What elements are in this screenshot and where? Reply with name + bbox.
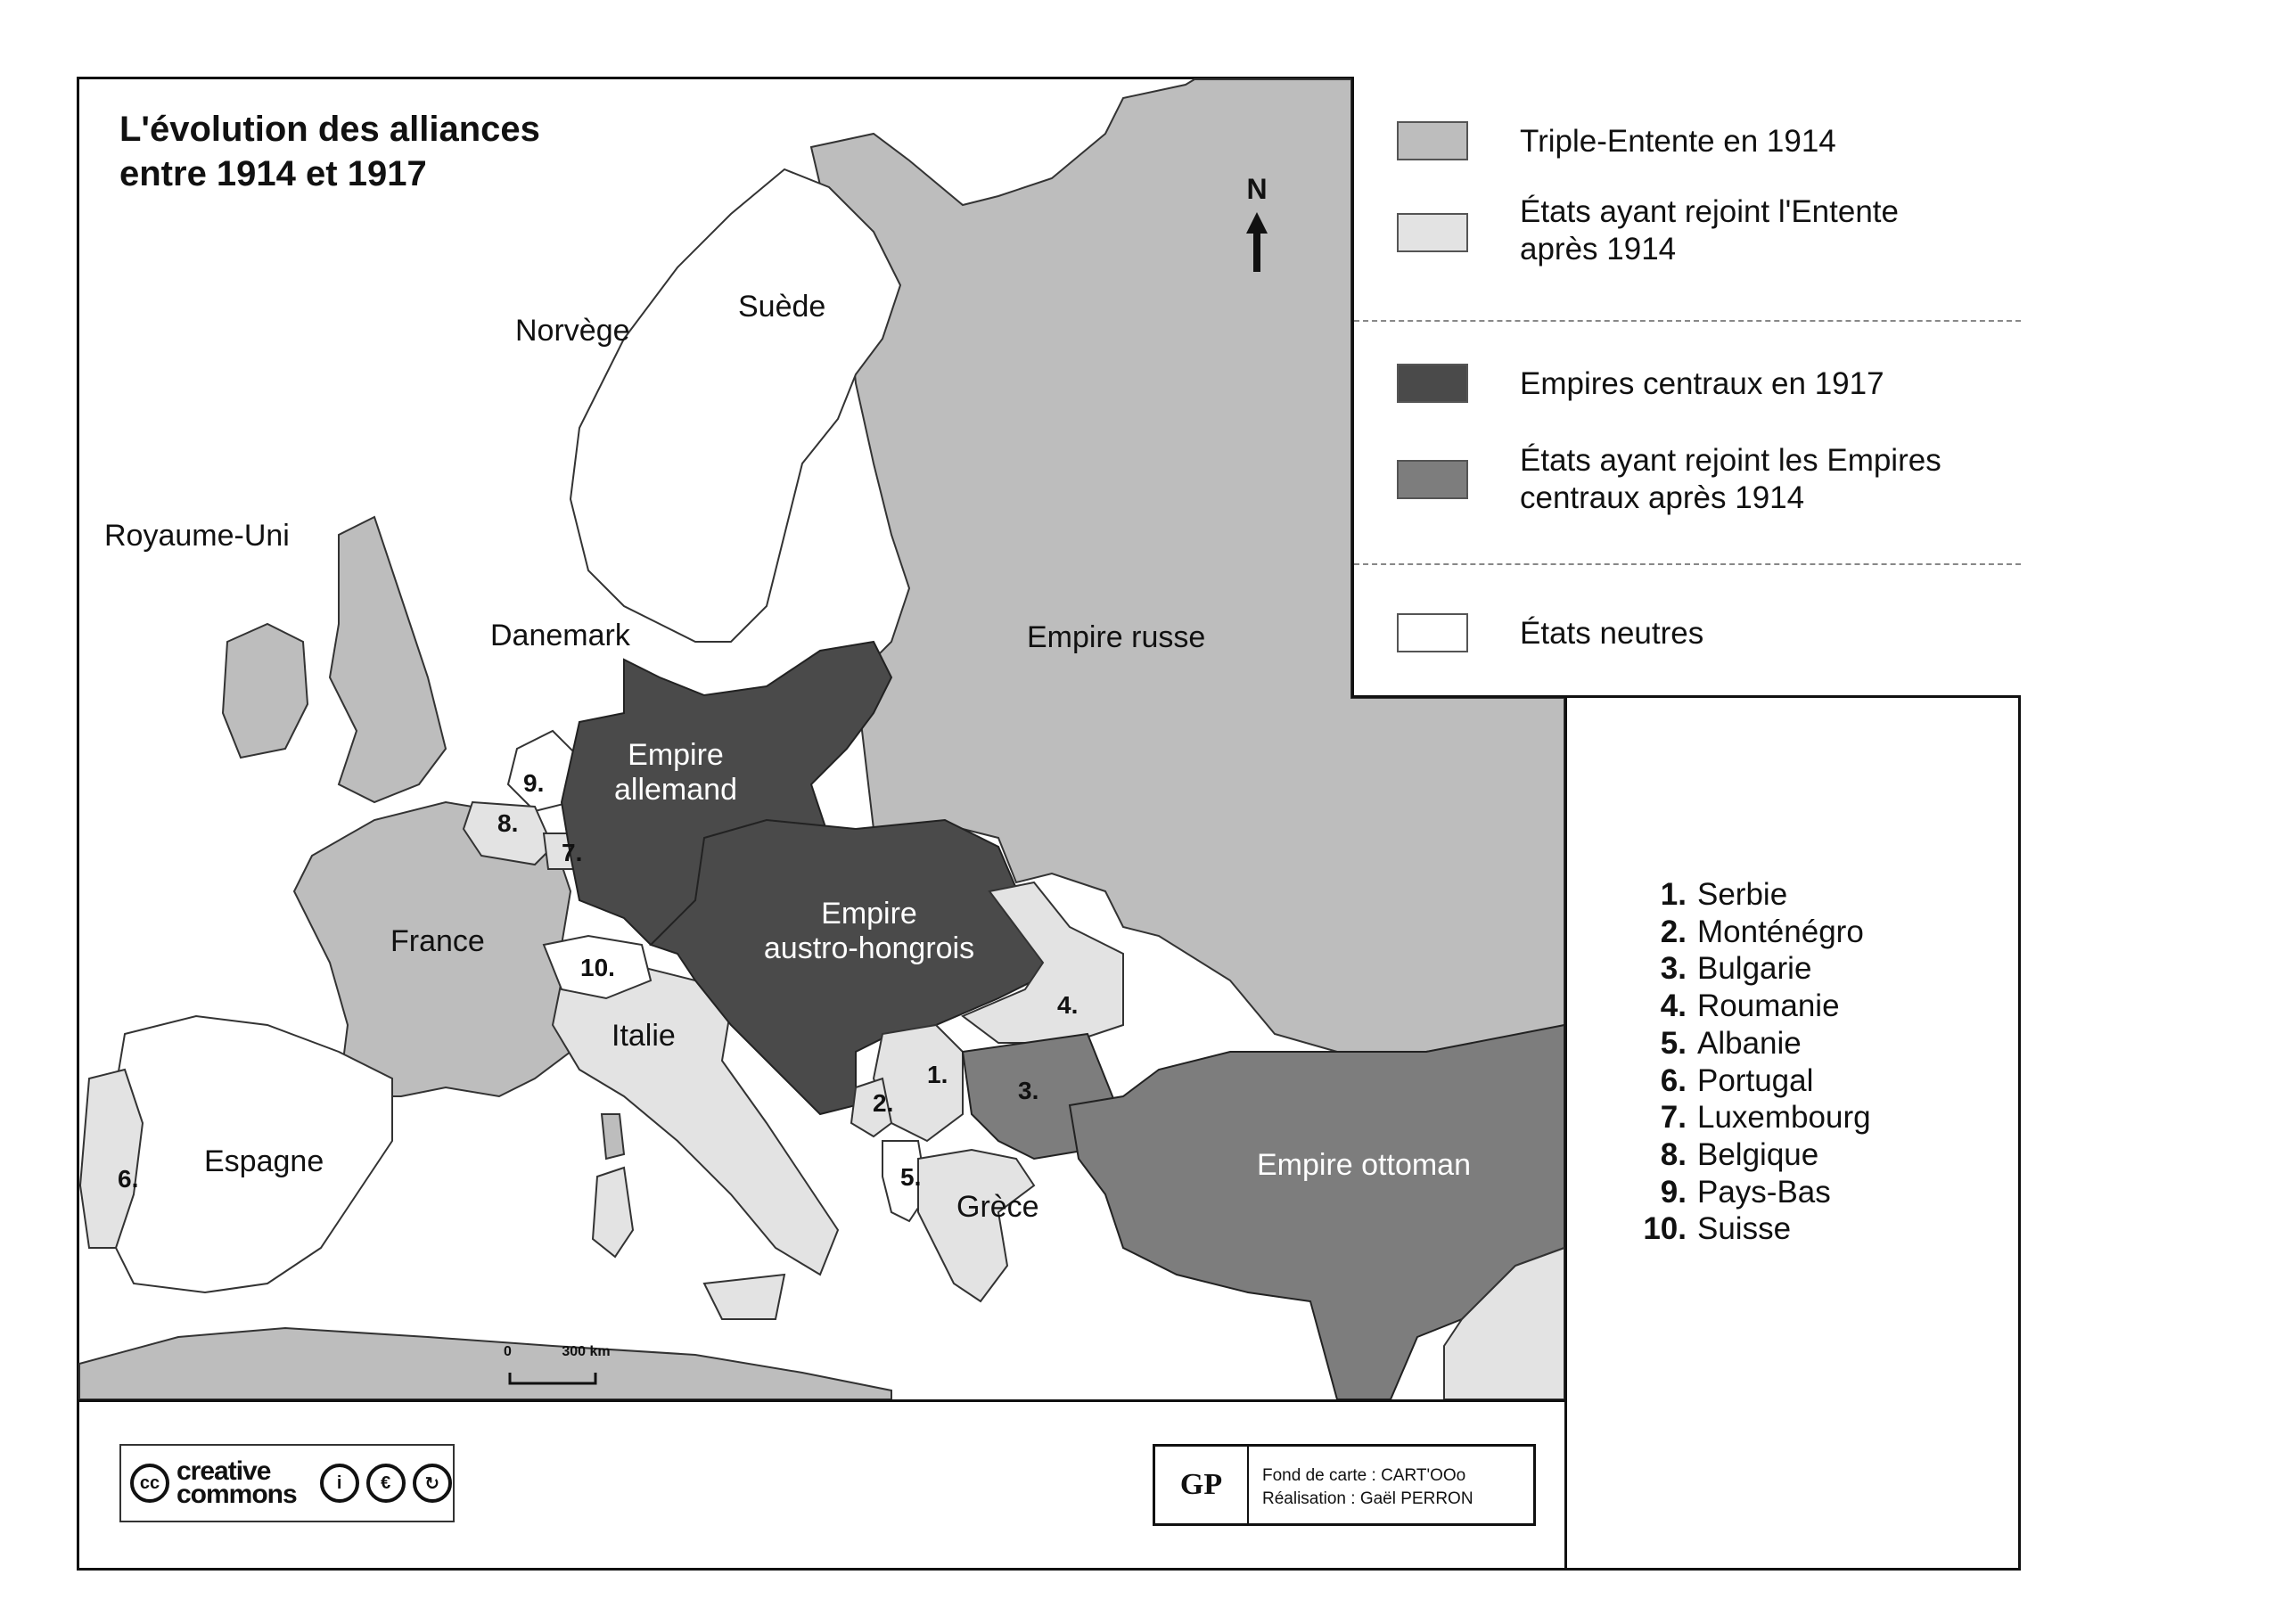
legend (1351, 77, 2021, 698)
credit-line-1: Fond de carte : CART'OOo (1262, 1466, 1466, 1485)
country-list-item (1631, 950, 1871, 988)
credit-line-2: Réalisation : Gaël PERRON (1262, 1489, 1473, 1508)
country-list-number: 6. (1660, 1062, 1687, 1098)
share-alike-icon: ↻ (413, 1464, 452, 1503)
marker-1: 1. (927, 1061, 948, 1088)
country-list-number: 3. (1660, 951, 1687, 987)
title-line-1: L'évolution des alliances (119, 110, 540, 149)
country-list-item (1631, 1174, 1871, 1211)
label-empire-russe: Empire russe (1027, 620, 1206, 654)
north-indicator (1239, 173, 1275, 206)
scale-end: 300 km (562, 1344, 611, 1359)
label-grece: Grèce (956, 1190, 1039, 1224)
country-list-name: Bulgarie (1697, 951, 1812, 987)
legend-divider-1 (1354, 320, 2021, 322)
country-list-name: Pays-Bas (1697, 1174, 1831, 1210)
label-royaume-uni: Royaume-Uni (104, 519, 290, 553)
right-column-divider (1564, 698, 1567, 1571)
country-list-name: Monténégro (1697, 914, 1864, 949)
creative-commons-badge (119, 1444, 455, 1522)
legend-swatch-central (1397, 364, 1468, 403)
country-list-number: 1. (1660, 877, 1687, 912)
country-list-item (1631, 1136, 1871, 1174)
label-norvege: Norvège (515, 314, 630, 348)
region-royaume-uni (223, 517, 446, 802)
legend-swatch-neutral (1397, 613, 1468, 652)
country-list-number: 5. (1660, 1025, 1687, 1061)
country-list-item (1631, 988, 1871, 1025)
label-empire-ottoman: Empire ottoman (1257, 1148, 1471, 1182)
footer-divider (77, 1399, 1567, 1402)
country-list-name: Albanie (1697, 1025, 1802, 1061)
label-france: France (390, 924, 485, 958)
country-list-name: Portugal (1697, 1062, 1814, 1098)
marker-9: 9. (523, 769, 545, 797)
marker-5: 5. (900, 1163, 922, 1191)
label-italie: Italie (612, 1019, 676, 1053)
country-list-item (1631, 876, 1871, 914)
country-list-item (1631, 1062, 1871, 1100)
label-danemark: Danemark (490, 619, 630, 652)
country-list-number: 4. (1660, 988, 1687, 1024)
cc-line-1: creative (176, 1456, 271, 1486)
label-suede: Suède (738, 290, 826, 324)
country-list-name: Suisse (1697, 1211, 1792, 1247)
country-list-name: Roumanie (1697, 988, 1840, 1024)
legend-divider-2 (1354, 563, 2021, 565)
label-empire-allemand-1: Empire (628, 738, 724, 772)
marker-10: 10. (580, 954, 615, 981)
label-empire-austro-hongrois (744, 897, 994, 966)
marker-2: 2. (873, 1089, 894, 1117)
country-list-item (1631, 1025, 1871, 1062)
marker-8: 8. (497, 809, 519, 837)
legend-label-joined-central: États ayant rejoint les Empires centraux après 1914 (1520, 443, 1941, 515)
region-scandinavia (570, 169, 900, 642)
label-empire-austro-2: austro-hongrois (763, 931, 975, 965)
legend-swatch-joined-entente (1397, 213, 1468, 252)
label-empire-allemand (595, 738, 756, 808)
credit-box (1153, 1444, 1536, 1526)
marker-4: 4. (1057, 991, 1079, 1019)
label-empire-austro-1: Empire (821, 897, 917, 931)
scale-labels (504, 1344, 611, 1360)
legend-swatch-joined-central (1397, 460, 1468, 499)
legend-label-neutral: États neutres (1520, 616, 1704, 651)
country-list-name: Serbie (1697, 877, 1788, 912)
country-number-list (1631, 876, 1871, 1248)
label-empire-allemand-2: allemand (614, 773, 737, 807)
title-line-2: entre 1914 et 1917 (119, 154, 427, 193)
legend-label-entente: Triple-Entente en 1914 (1520, 124, 1836, 159)
scale-start: 0 (504, 1344, 512, 1359)
non-commercial-icon: € (366, 1464, 406, 1503)
north-label: N (1246, 173, 1268, 205)
country-list-number: 10. (1643, 1211, 1687, 1247)
country-list-number: 7. (1660, 1100, 1687, 1136)
country-list-number: 2. (1660, 914, 1687, 949)
marker-3: 3. (1018, 1077, 1039, 1104)
marker-6: 6. (118, 1165, 139, 1193)
label-espagne: Espagne (204, 1144, 324, 1178)
legend-label-central: Empires centraux en 1917 (1520, 366, 1884, 401)
credit-initials: GP (1155, 1447, 1249, 1523)
marker-7: 7. (562, 839, 583, 866)
map-title (119, 107, 540, 196)
country-list-item (1631, 914, 1871, 951)
legend-swatch-entente (1397, 121, 1468, 160)
cc-icon: cc (130, 1464, 169, 1503)
cc-text (176, 1456, 297, 1509)
region-corsica (602, 1114, 624, 1159)
legend-label-joined-entente: États ayant rejoint l'Entente après 1914 (1520, 194, 1899, 267)
region-sardinia (593, 1168, 633, 1257)
country-list-name: Belgique (1697, 1136, 1819, 1172)
country-list-number: 8. (1660, 1136, 1687, 1172)
by-attribution-icon: i (320, 1464, 359, 1503)
cc-line-2: commons (176, 1480, 297, 1509)
country-list-name: Luxembourg (1697, 1100, 1871, 1136)
country-list-item (1631, 1210, 1871, 1248)
region-sicily (704, 1275, 784, 1319)
country-list-number: 9. (1660, 1174, 1687, 1210)
region-grece (918, 1150, 1034, 1301)
region-north-africa (79, 1328, 891, 1399)
country-list-item (1631, 1099, 1871, 1136)
